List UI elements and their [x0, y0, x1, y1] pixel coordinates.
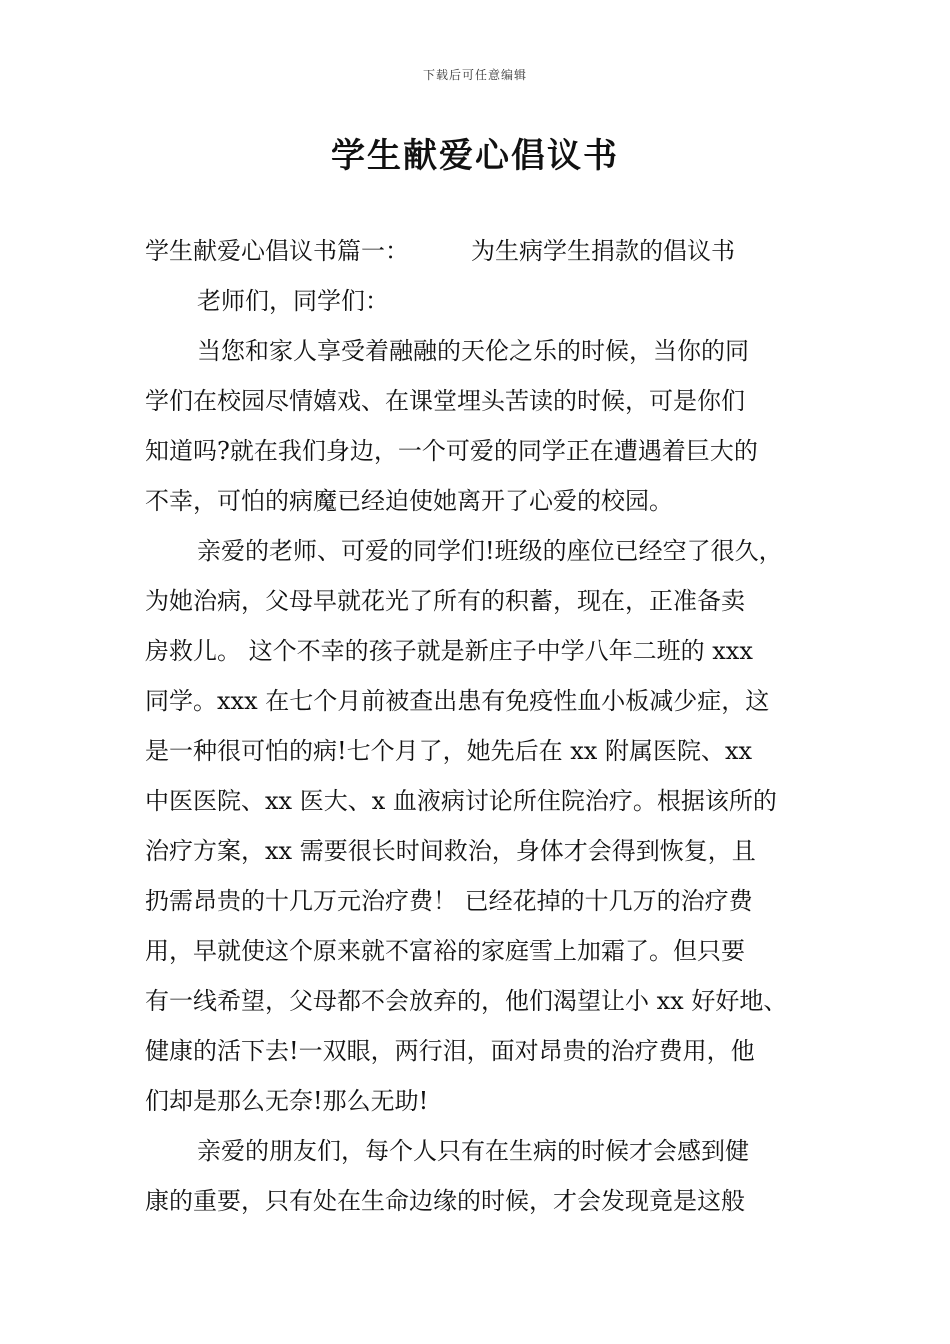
paragraph-2-line-5: 是一种很可怕的病!七个月了，她先后在 xx 附属医院、xx [145, 737, 753, 765]
paragraph-3-line-1: 亲爱的朋友们，每个人只有在生病的时候才会感到健 [197, 1137, 749, 1165]
salutation: 老师们，同学们： [197, 287, 389, 315]
paragraph-1-line-2: 学们在校园尽情嬉戏、在课堂埋头苦读的时候，可是你们 [145, 387, 745, 415]
subheading-part-2: 为生病学生捐款的倡议书 [471, 237, 735, 265]
paragraph-1-line-1: 当您和家人享受着融融的天伦之乐的时候，当你的同 [197, 337, 749, 365]
paragraph-2-line-4: 同学。xxx 在七个月前被查出患有免疫性血小板减少症，这 [145, 687, 770, 715]
document-body [145, 226, 813, 1226]
paragraph-3-line-2: 康的重要，只有处在生命边缘的时候，才会发现竟是这般 [145, 1187, 745, 1215]
document-title: 学生献爱心倡议书 [331, 136, 619, 176]
paragraph-1-line-4: 不幸，可怕的病魔已经迫使她离开了心爱的校园。 [145, 487, 673, 515]
paragraph-2-line-6: 中医医院、xx 医大、x 血液病讨论所住院治疗。根据该所的 [145, 787, 777, 815]
paragraph-1-line-3: 知道吗?就在我们身边，一个可爱的同学正在遭遇着巨大的 [145, 437, 758, 465]
paragraph-2-line-12: 们却是那么无奈!那么无助! [145, 1087, 429, 1115]
paragraph-2-line-10: 有一线希望，父母都不会放弃的，他们渴望让小 xx 好好地、 [145, 987, 788, 1015]
subheading-part-1: 学生献爱心倡议书篇一： [145, 237, 409, 265]
header-note: 下载后可任意编辑 [422, 68, 527, 82]
paragraph-2-line-8: 扔需昂贵的十几万元治疗费！ 已经花掉的十几万的治疗费 [145, 887, 753, 915]
paragraph-2-line-7: 治疗方案，xx 需要很长时间救治，身体才会得到恢复，且 [145, 837, 756, 865]
subheading [145, 226, 813, 276]
paragraph-2-line-2: 为她治病，父母早就花光了所有的积蓄，现在，正准备卖 [145, 587, 745, 615]
paragraph-2-line-1: 亲爱的老师、可爱的同学们!班级的座位已经空了很久， [197, 537, 783, 565]
paragraph-2-line-11: 健康的活下去!一双眼，两行泪，面对昂贵的治疗费用，他 [145, 1037, 755, 1065]
paragraph-2-line-3: 房救儿。 这个不幸的孩子就是新庄子中学八年二班的 xxx [145, 637, 753, 665]
paragraph-2-line-9: 用，早就使这个原来就不富裕的家庭雪上加霜了。但只要 [145, 937, 745, 965]
